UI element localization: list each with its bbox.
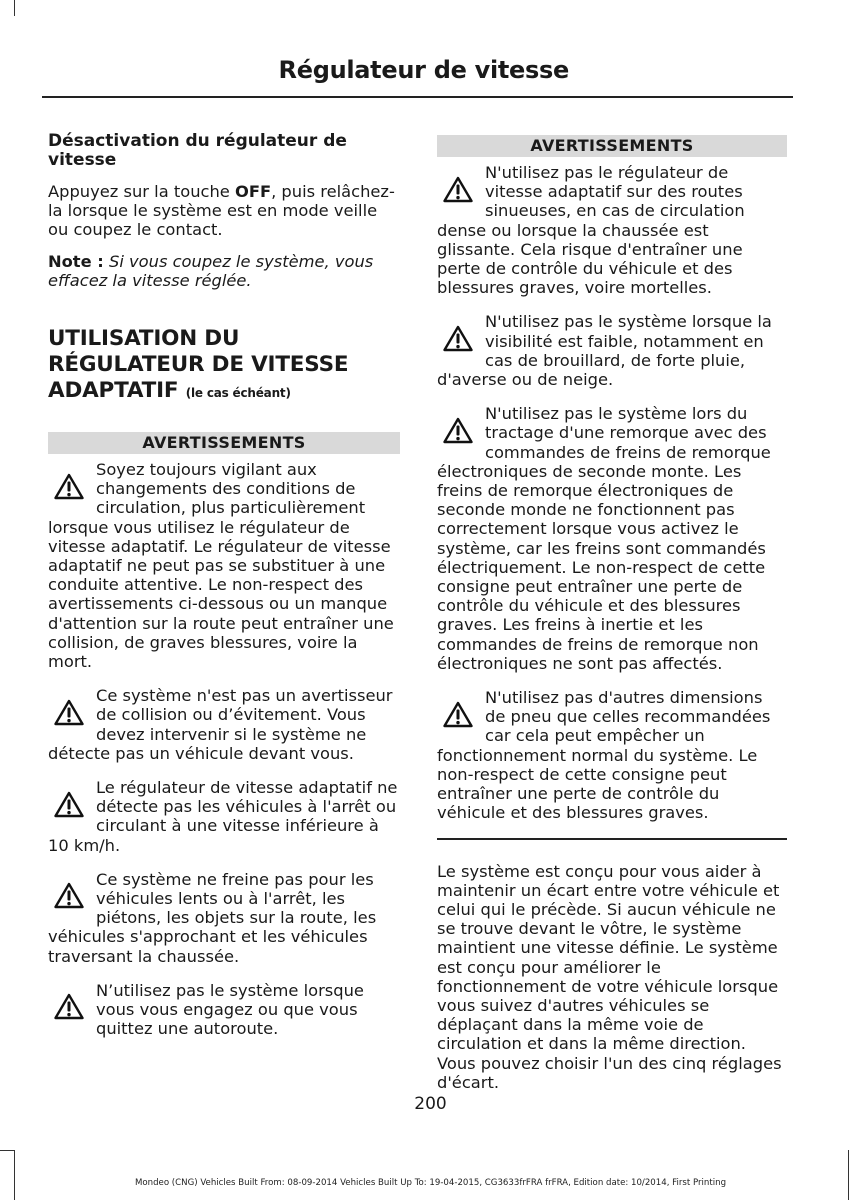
para-text: Appuyez sur la touche [48, 182, 235, 201]
warning-text: N'utilisez pas le système lors du tractage d'une remorque avec des commandes de freins de remorque électroniques de seconde monte. Les freins de remorque électroniques de seconde monde ne fonctionnent pas correctement lorsque vous activez le système, car les freins sont commandés électriquement. Le non-respect de cette consigne peut entraîner une perte de contrôle du véhicule et des blessures graves. Les freins à inertie et les commandes de freins de remorque non électroniques ne sont pas affectés. [437, 404, 771, 673]
warning-text: Soyez toujours vigilant aux changements des conditions de circulation, plus particulièrement lorsque vous utilisez le régulateur de vitesse adaptatif. Le régulateur de vitesse adaptatif ne peut pas se substituer à une conduite attentive. Le non-respect des avertissements ci-dessous ou un manque d'attention sur la route peut entraîner une collision, de graves blessures, voire la mort. [48, 460, 394, 672]
left-column [48, 128, 400, 1054]
warning-text: Ce système ne freine pas pour les véhicules lents ou à l'arrêt, les piétons, les objets sur la route, les véhicules s'approchant et les véhicules traversant la chaussée. [48, 869, 377, 966]
warning-triangle-icon [48, 981, 90, 1033]
warning-triangle-icon [48, 778, 90, 830]
warnings-title: AVERTISSEMENTS [48, 432, 400, 454]
section-heading-deactivation: Désactivation du régulateur de vitesse [48, 131, 347, 170]
crop-mark-bottom-left-h [0, 1150, 14, 1151]
page-number: 200 [414, 1094, 447, 1114]
warning-text: Ce système n'est pas un avertisseur de collision ou d’évitement. Vous devez intervenir si le système ne détecte pas un véhicule devant vous. [48, 686, 393, 763]
warning-triangle-icon [437, 688, 479, 740]
warning-item [48, 870, 400, 966]
warning-item [437, 163, 787, 297]
deactivation-paragraph [48, 182, 400, 240]
crop-mark-bottom-left [14, 1150, 15, 1200]
warning-triangle-icon [437, 312, 479, 364]
warning-triangle-icon [437, 163, 479, 215]
note-text: Si vous coupez le système, vous effacez la vitesse réglée. [48, 251, 374, 290]
warnings-title: AVERTISSEMENTS [437, 135, 787, 157]
warning-text: Le régulateur de vitesse adaptatif ne détecte pas les véhicules à l'arrêt ou circulant à une vitesse inférieure à 10 km/h. [48, 778, 398, 855]
right-column [437, 135, 787, 1104]
crop-mark-top-left [14, 0, 15, 16]
warning-item [48, 981, 400, 1039]
warning-item [437, 688, 787, 822]
warning-triangle-icon [48, 870, 90, 922]
section-heading-text: UTILISATION DU RÉGULATEUR DE VITESSE ADAPTATIF [48, 326, 349, 404]
warning-text: N'utilisez pas le système lorsque la visibilité est faible, notamment en cas de brouillard, de forte pluie, d'averse ou de neige. [437, 312, 772, 390]
warning-item [48, 778, 400, 855]
footer-edition-info: Mondeo (CNG) Vehicles Built From: 08-09-2014 Vehicles Built Up To: 19-04-2015, CG3633frFRA frFRA, Edition date: 10/2014, First Printing [134, 1178, 727, 1188]
warning-text: N'utilisez pas le régulateur de vitesse adaptatif sur des routes sinueuses, en cas de circulation dense ou lorsque la chaussée est glissante. Cela risque d'entraîner une perte de contrôle du véhicule et des blessures graves, voire mortelles. [437, 163, 745, 298]
section-heading-suffix: (le cas échéant) [185, 386, 291, 401]
title-rule [42, 96, 793, 98]
section-heading-adaptive [48, 326, 400, 406]
warning-text: N’utilisez pas le système lorsque vous vous engagez ou que vous quittez une autoroute. [96, 980, 364, 1039]
para-text: , puis relâchez-la lorsque le système est en mode veille ou coupez le contact. [48, 182, 395, 240]
note-paragraph [48, 252, 400, 290]
warning-item [48, 686, 400, 763]
warning-item [48, 460, 400, 671]
off-key-label: OFF [234, 182, 272, 201]
warning-triangle-icon [48, 686, 90, 738]
warning-text: N'utilisez pas d'autres dimensions de pneu que celles recommandées car cela peut empêcher un fonctionnement normal du système. Le non-respect de cette consigne peut entraîner une perte de contrôle du véhicule et des blessures graves. [437, 688, 771, 823]
page-title: Régulateur de vitesse [278, 56, 569, 84]
note-label: Note : [48, 251, 104, 271]
warning-item [437, 312, 787, 389]
warning-item [437, 404, 787, 673]
warning-triangle-icon [437, 404, 479, 456]
body-paragraph: Le système est conçu pour vous aider à maintenir un écart entre votre véhicule et celui qui le précède. Si aucun véhicule ne se trouve devant le vôtre, le système maintient une vitesse définie. Le système est conçu pour améliorer le fonctionnement de votre véhicule lorsque vous suivez d'autres véhicules se déplaçant dans la même voie de circulation et dans la même direction. Vous pouvez choisir l'un des cinq réglages d'écart. [437, 861, 782, 1092]
warnings-end-rule [437, 838, 787, 840]
crop-mark-bottom-right [848, 1150, 849, 1200]
warning-triangle-icon [48, 460, 90, 512]
